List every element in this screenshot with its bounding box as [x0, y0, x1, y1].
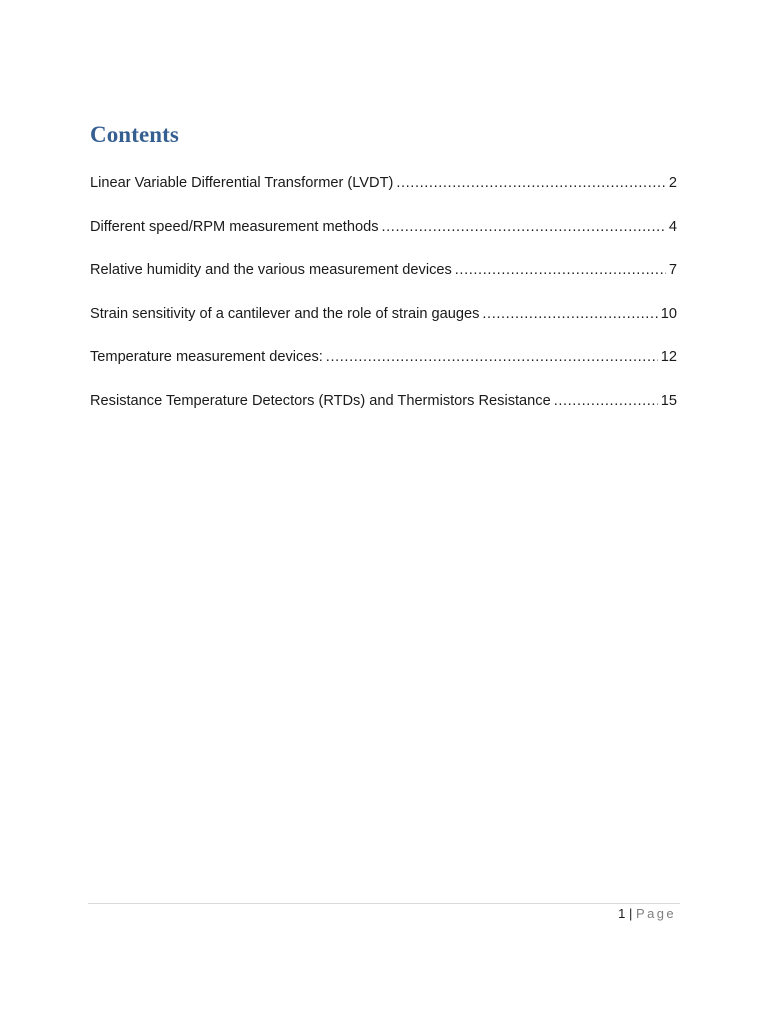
toc-entry-page: 15	[660, 392, 677, 409]
toc-entry[interactable]	[90, 262, 677, 283]
toc-entry-title: Resistance Temperature Detectors (RTDs) and Thermistors Resistance	[90, 392, 551, 409]
toc-dot-leader	[455, 262, 666, 278]
toc-entry[interactable]	[90, 306, 677, 327]
toc-entry-title: Relative humidity and the various measurement devices	[90, 262, 452, 279]
toc-entry-page: 4	[668, 218, 677, 235]
footer-page-word: Page	[636, 906, 676, 921]
toc-entry-title: Different speed/RPM measurement methods	[90, 218, 379, 235]
toc-entry-page: 2	[668, 175, 677, 191]
toc-entry-page: 10	[660, 305, 677, 322]
footer-divider	[88, 903, 680, 904]
toc-dot-leader	[482, 306, 657, 322]
toc-heading: Contents	[90, 122, 179, 147]
toc-list	[90, 175, 677, 437]
toc-entry[interactable]	[90, 349, 677, 370]
toc-dot-leader	[554, 393, 658, 409]
toc-entry-title: Temperature measurement devices:	[90, 349, 323, 366]
toc-entry[interactable]	[90, 219, 677, 240]
toc-entry-title: Strain sensitivity of a cantilever and the role of strain gauges	[90, 305, 480, 322]
toc-entry-page: 7	[668, 262, 677, 279]
footer-separator: |	[629, 906, 633, 921]
toc-entry-page: 12	[660, 349, 677, 366]
footer-page-number: 1	[618, 906, 626, 921]
toc-entry[interactable]	[90, 175, 677, 196]
toc-dot-leader	[326, 349, 658, 365]
toc-entry-title: Linear Variable Differential Transformer (LVDT)	[90, 175, 394, 191]
toc-dot-leader	[396, 175, 666, 191]
page-footer	[618, 906, 676, 921]
toc-dot-leader	[382, 219, 666, 235]
toc-entry[interactable]	[90, 393, 677, 414]
